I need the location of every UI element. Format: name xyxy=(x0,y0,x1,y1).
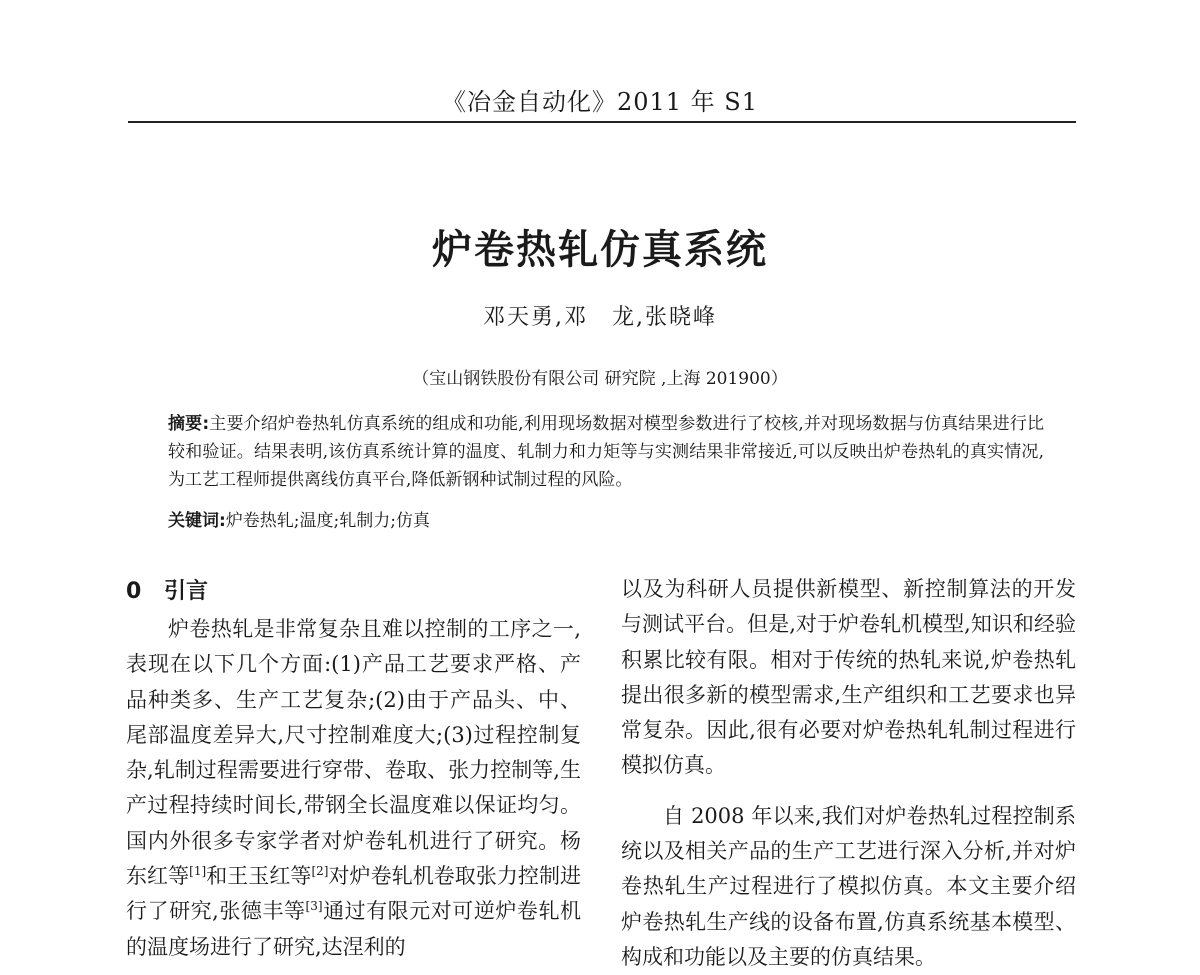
body-column-left xyxy=(126,572,581,965)
body-column-right xyxy=(621,572,1076,975)
paper-authors: 邓天勇,邓 龙,张晓峰 xyxy=(483,305,717,330)
paragraph-text: 和王玉红等 xyxy=(206,864,312,889)
citation-ref[interactable]: [3] xyxy=(305,899,323,914)
section-title: 引言 xyxy=(164,579,209,604)
body-paragraph xyxy=(126,612,581,965)
section-number: 0 xyxy=(126,579,142,604)
abstract-text: 主要介绍炉卷热轧仿真系统的组成和功能,利用现场数据对模型参数进行了校核,并对现场数据与仿真结果进行比较和验证。结果表明,该仿真系统计算的温度、轧制力和力矩等与实测结果非常接近,可以反映出炉卷热轧的真实情况,为工艺工程师提供离线仿真平台,降低新钢种试制过程的风险。 xyxy=(168,414,1044,490)
citation-ref[interactable]: [2] xyxy=(311,864,329,879)
paper-affiliation: （宝山钢铁股份有限公司 研究院 ,上海 201900） xyxy=(412,369,788,389)
keywords-label: 关键词: xyxy=(168,511,226,531)
body-paragraph: 自 2008 年以来,我们对炉卷热轧过程控制系统以及相关产品的生产工艺进行深入分析,并对炉卷热轧生产过程进行了模拟仿真。本文主要介绍炉卷热轧生产线的设备布置,仿真系统基本模型、构成和功能以及主要的仿真结果。 xyxy=(621,803,1076,969)
paragraph-text: 对炉卷轧机卷取张力控制进行了研究,张德丰等 xyxy=(126,864,582,924)
paper-title: 炉卷热轧仿真系统 xyxy=(432,227,768,273)
paragraph-text: 炉卷热轧是非常复杂且难以控制的工序之一,表现在以下几个方面:(1)产品工艺要求严格、产品种类多、生产工艺复杂;(2)由于产品头、中、尾部温度差异大,尺寸控制难度大;(3)过程控制复杂,轧制过程需要进行穿带、卷取、张力控制等,生产过程持续时间长,带钢全长温度难以保证均匀。国内外很多专家学者对炉卷轧机进行了研究。杨东红等 xyxy=(126,617,581,889)
citation-ref[interactable]: [1] xyxy=(189,864,207,879)
header-rule xyxy=(128,121,1076,123)
journal-header: 《冶金自动化》2011 年 S1 xyxy=(441,88,759,116)
body-paragraph: 以及为科研人员提供新模型、新控制算法的开发与测试平台。但是,对于炉卷轧机模型,知识和经验积累比较有限。相对于传统的热轧来说,炉卷热轧提出很多新的模型需求,生产组织和工艺要求也异常复杂。因此,很有必要对炉卷热轧轧制过程进行模拟仿真。 xyxy=(621,577,1076,778)
paragraph-text: 通过有限元对可逆炉卷轧机的温度场进行了研究,达涅利的 xyxy=(126,899,581,959)
section-heading xyxy=(126,572,581,612)
keywords-text: 炉卷热轧;温度;轧制力;仿真 xyxy=(225,511,430,531)
abstract-label: 摘要: xyxy=(168,414,210,434)
keywords xyxy=(168,507,1044,535)
abstract xyxy=(168,410,1044,494)
